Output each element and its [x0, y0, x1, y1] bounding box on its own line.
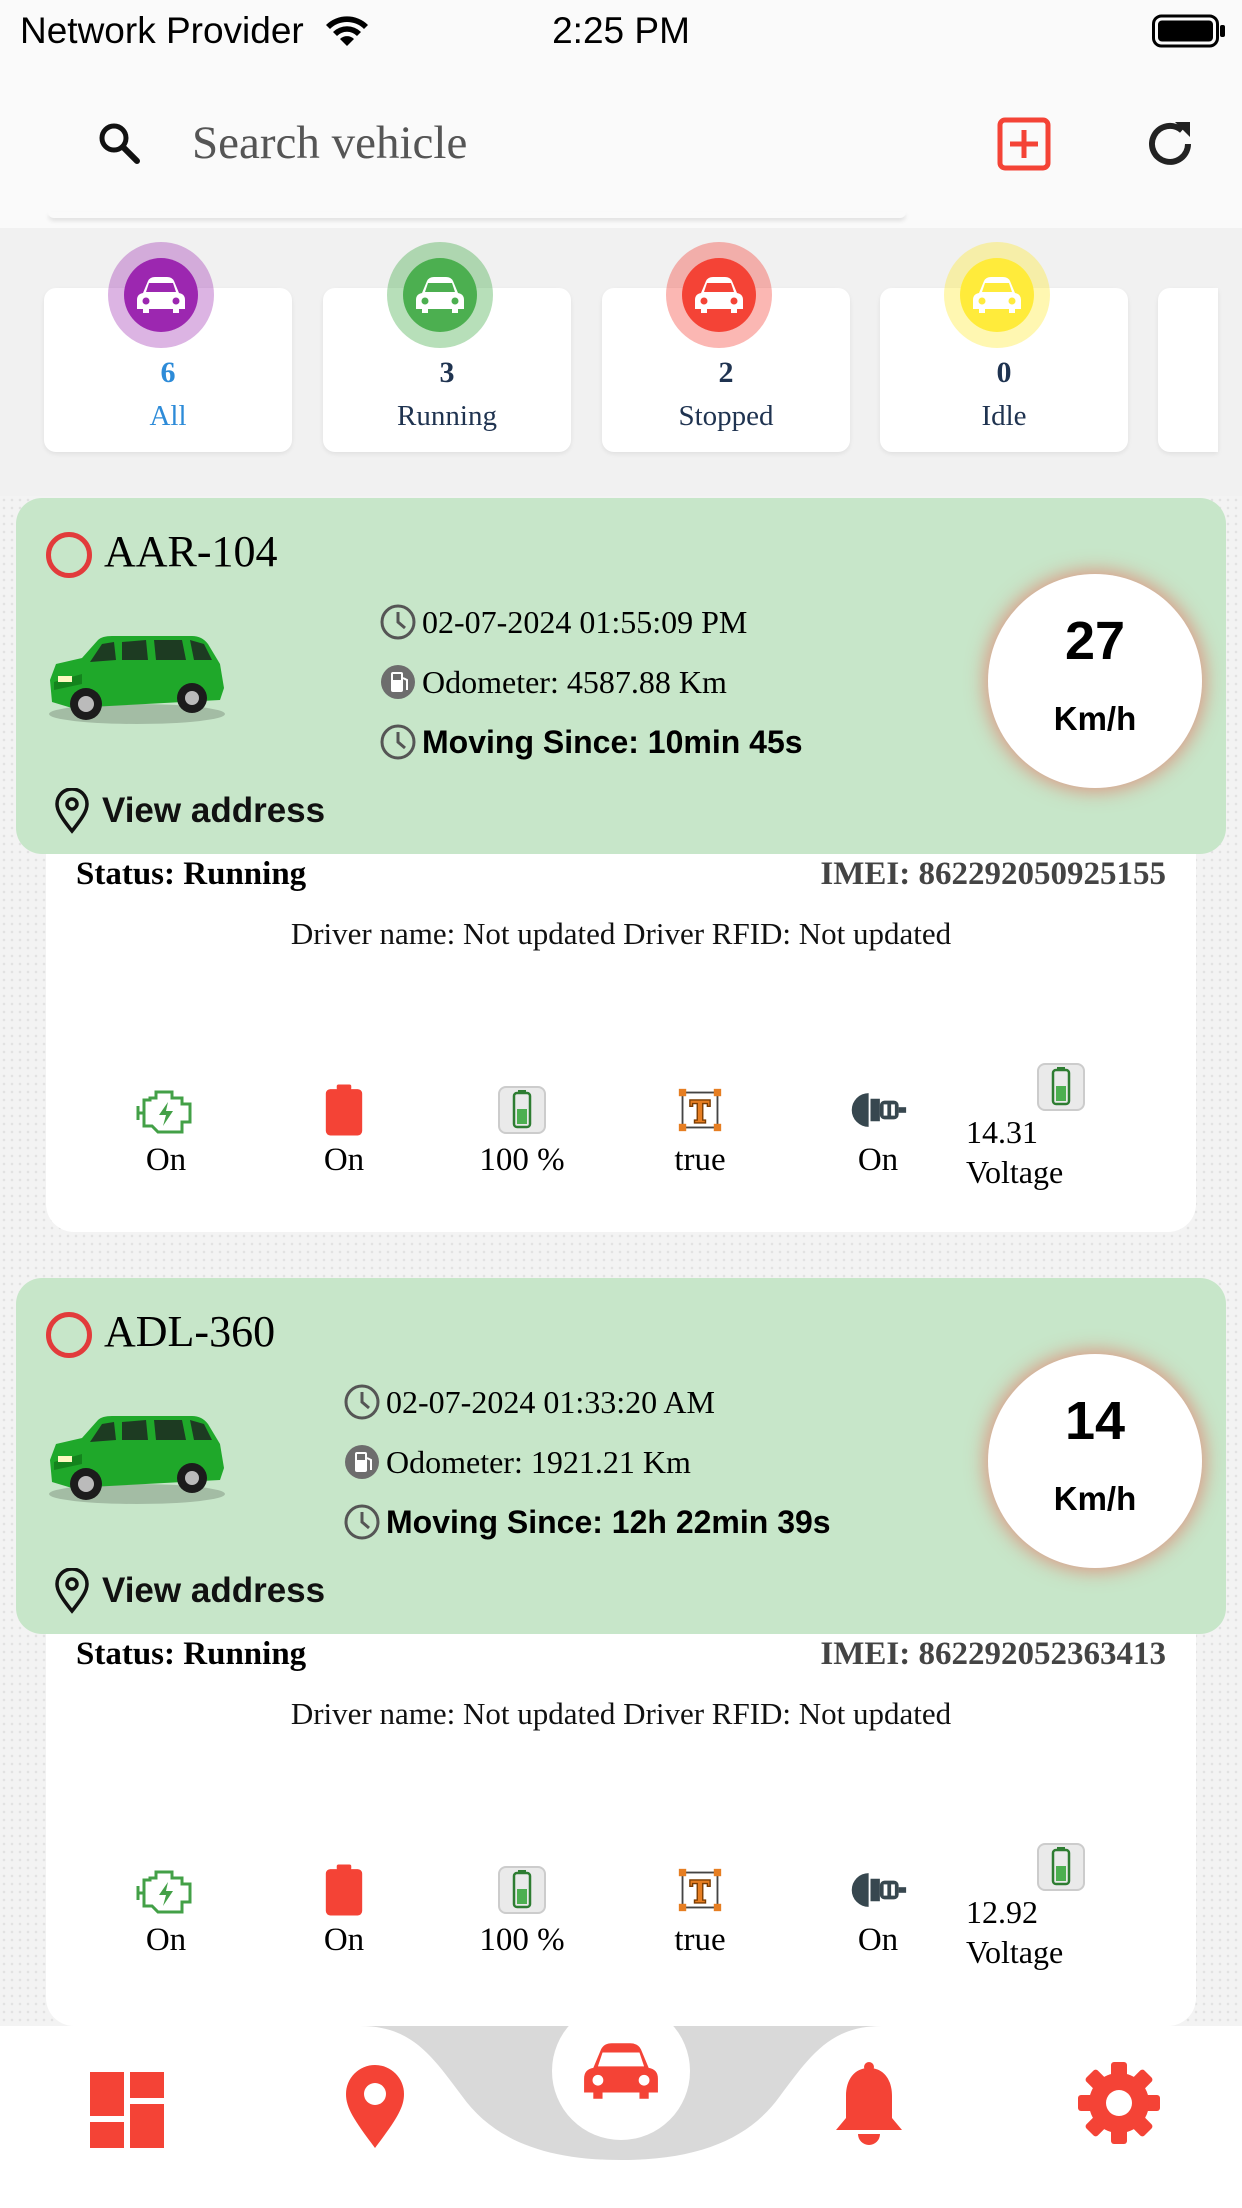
tamper-indicator — [630, 1862, 770, 1959]
battery-full-icon — [324, 1082, 364, 1138]
driver-info: Driver name: Not updated Driver RFID: Not updated — [290, 1696, 952, 1731]
vehicle-details-panel — [46, 1622, 1196, 2026]
engine-icon — [134, 1862, 198, 1918]
view-address-link[interactable] — [52, 788, 325, 834]
gear-icon[interactable] — [1074, 2058, 1164, 2148]
filter-label: All — [149, 400, 187, 432]
fuel-pump-icon — [342, 1442, 382, 1482]
tamper-value: true — [674, 1922, 726, 1958]
tamper-indicator — [630, 1082, 770, 1179]
bell-icon[interactable] — [824, 2060, 914, 2150]
engine-icon — [134, 1082, 198, 1138]
car-icon — [666, 242, 772, 348]
filter-label: Running — [397, 400, 497, 432]
location-pin-icon[interactable] — [330, 2062, 420, 2152]
vehicle-imei: IMEI: 862292052363413 — [820, 1636, 1166, 1672]
plug-icon — [848, 1082, 908, 1138]
dashboard-icon[interactable] — [86, 2066, 176, 2156]
clock-icon — [342, 1382, 382, 1422]
vehicle-card[interactable] — [16, 1278, 1226, 1634]
ac-value: On — [857, 1142, 899, 1178]
vehicle-status: Status: Running — [76, 1636, 307, 1672]
search-input[interactable] — [192, 108, 892, 178]
car-icon — [387, 242, 493, 348]
view-address-label: View address — [102, 791, 326, 830]
text-frame-icon — [677, 1862, 723, 1918]
vehicle-imei: IMEI: 862292050925155 — [820, 856, 1166, 892]
voltage-value: 14.31 — [966, 1114, 1038, 1150]
filter-label: Idle — [981, 400, 1027, 432]
power-value: On — [323, 1142, 365, 1178]
moving-since-row — [378, 722, 803, 762]
location-pin-icon — [52, 1568, 92, 1614]
status-bar — [0, 0, 1242, 62]
status-ring-icon — [46, 1312, 92, 1358]
filter-count: 6 — [160, 356, 176, 389]
clock-icon — [378, 602, 418, 642]
moving-since-row — [342, 1502, 831, 1542]
voltage-indicator — [966, 1842, 1106, 1972]
battery-indicator — [452, 1082, 592, 1179]
filter-stopped[interactable] — [602, 288, 850, 452]
filter-count: 3 — [439, 356, 455, 389]
battery-level-icon — [497, 1082, 547, 1138]
ac-value: On — [857, 1922, 899, 1958]
battery-value: 100 % — [479, 1142, 565, 1178]
odometer-value: Odometer: 4587.88 Km — [422, 663, 727, 700]
filter-running[interactable] — [323, 288, 571, 452]
filter-label: Stopped — [678, 400, 774, 432]
last-update-row — [342, 1382, 715, 1422]
odometer-value: Odometer: 1921.21 Km — [386, 1443, 691, 1480]
voltage-label: Voltage — [966, 1154, 1064, 1190]
power-value: On — [323, 1922, 365, 1958]
car-icon — [581, 2039, 661, 2103]
refresh-icon[interactable] — [1142, 116, 1198, 172]
search-icon[interactable] — [96, 120, 142, 166]
filter-idle[interactable] — [880, 288, 1128, 452]
status-filter-strip — [0, 228, 1242, 496]
filter-count: 0 — [996, 356, 1012, 389]
clock-icon — [342, 1502, 382, 1542]
moving-since-value: Moving Since: 10min 45s — [422, 723, 803, 760]
vehicle-card[interactable] — [16, 498, 1226, 854]
ac-indicator — [808, 1862, 948, 1959]
plug-icon — [848, 1862, 908, 1918]
car-image — [42, 1398, 232, 1508]
ignition-value: On — [145, 1922, 187, 1958]
vehicle-status: Status: Running — [76, 856, 307, 892]
view-address-label: View address — [102, 1571, 326, 1610]
location-pin-icon — [52, 788, 92, 834]
ignition-indicator — [96, 1082, 236, 1179]
car-image — [42, 618, 232, 728]
car-icon — [944, 242, 1050, 348]
last-update-row — [378, 602, 747, 642]
add-box-icon[interactable] — [996, 116, 1052, 172]
vehicle-details-panel — [46, 842, 1196, 1232]
clock-icon — [378, 722, 418, 762]
ignition-indicator — [96, 1862, 236, 1959]
fuel-pump-icon — [378, 662, 418, 702]
battery-level-icon — [1036, 1062, 1086, 1112]
speed-value: 14 — [1064, 1391, 1126, 1451]
header — [0, 62, 1242, 228]
car-icon — [108, 242, 214, 348]
battery-value: 100 % — [479, 1922, 565, 1958]
moving-since-value: Moving Since: 12h 22min 39s — [386, 1503, 831, 1540]
vehicle-plate: AAR-104 — [104, 527, 278, 576]
filter-count: 2 — [718, 356, 734, 389]
last-update-time: 02-07-2024 01:33:20 AM — [386, 1383, 715, 1420]
last-update-time: 02-07-2024 01:55:09 PM — [422, 603, 748, 640]
battery-level-icon — [1036, 1842, 1086, 1892]
clock: 2:25 PM — [552, 10, 690, 51]
status-ring-icon — [46, 532, 92, 578]
vehicle-plate: ADL-360 — [104, 1307, 276, 1356]
odometer-row — [342, 1442, 691, 1482]
battery-full-icon — [324, 1862, 364, 1918]
power-indicator — [274, 1862, 414, 1959]
tamper-value: true — [674, 1142, 726, 1178]
speed-gauge — [988, 574, 1202, 788]
battery-status-icon — [1152, 14, 1226, 48]
voltage-indicator — [966, 1062, 1106, 1192]
voltage-label: Voltage — [966, 1934, 1064, 1970]
speed-unit: Km/h — [1053, 1480, 1137, 1517]
driver-info: Driver name: Not updated Driver RFID: Not updated — [290, 916, 952, 951]
filter-all[interactable] — [44, 288, 292, 452]
ignition-value: On — [145, 1142, 187, 1178]
speed-value: 27 — [1064, 611, 1126, 671]
battery-level-icon — [497, 1862, 547, 1918]
vehicles-tab[interactable] — [552, 2002, 690, 2140]
network-provider: Network Provider — [20, 10, 304, 51]
power-indicator — [274, 1082, 414, 1179]
odometer-row — [378, 662, 727, 702]
battery-indicator — [452, 1862, 592, 1959]
search-bar — [48, 212, 906, 218]
speed-gauge — [988, 1354, 1202, 1568]
speed-unit: Km/h — [1053, 700, 1137, 737]
text-frame-icon — [677, 1082, 723, 1138]
voltage-value: 12.92 — [966, 1894, 1038, 1930]
ac-indicator — [808, 1082, 948, 1179]
view-address-link[interactable] — [52, 1568, 325, 1614]
filter-more[interactable] — [1158, 288, 1218, 452]
